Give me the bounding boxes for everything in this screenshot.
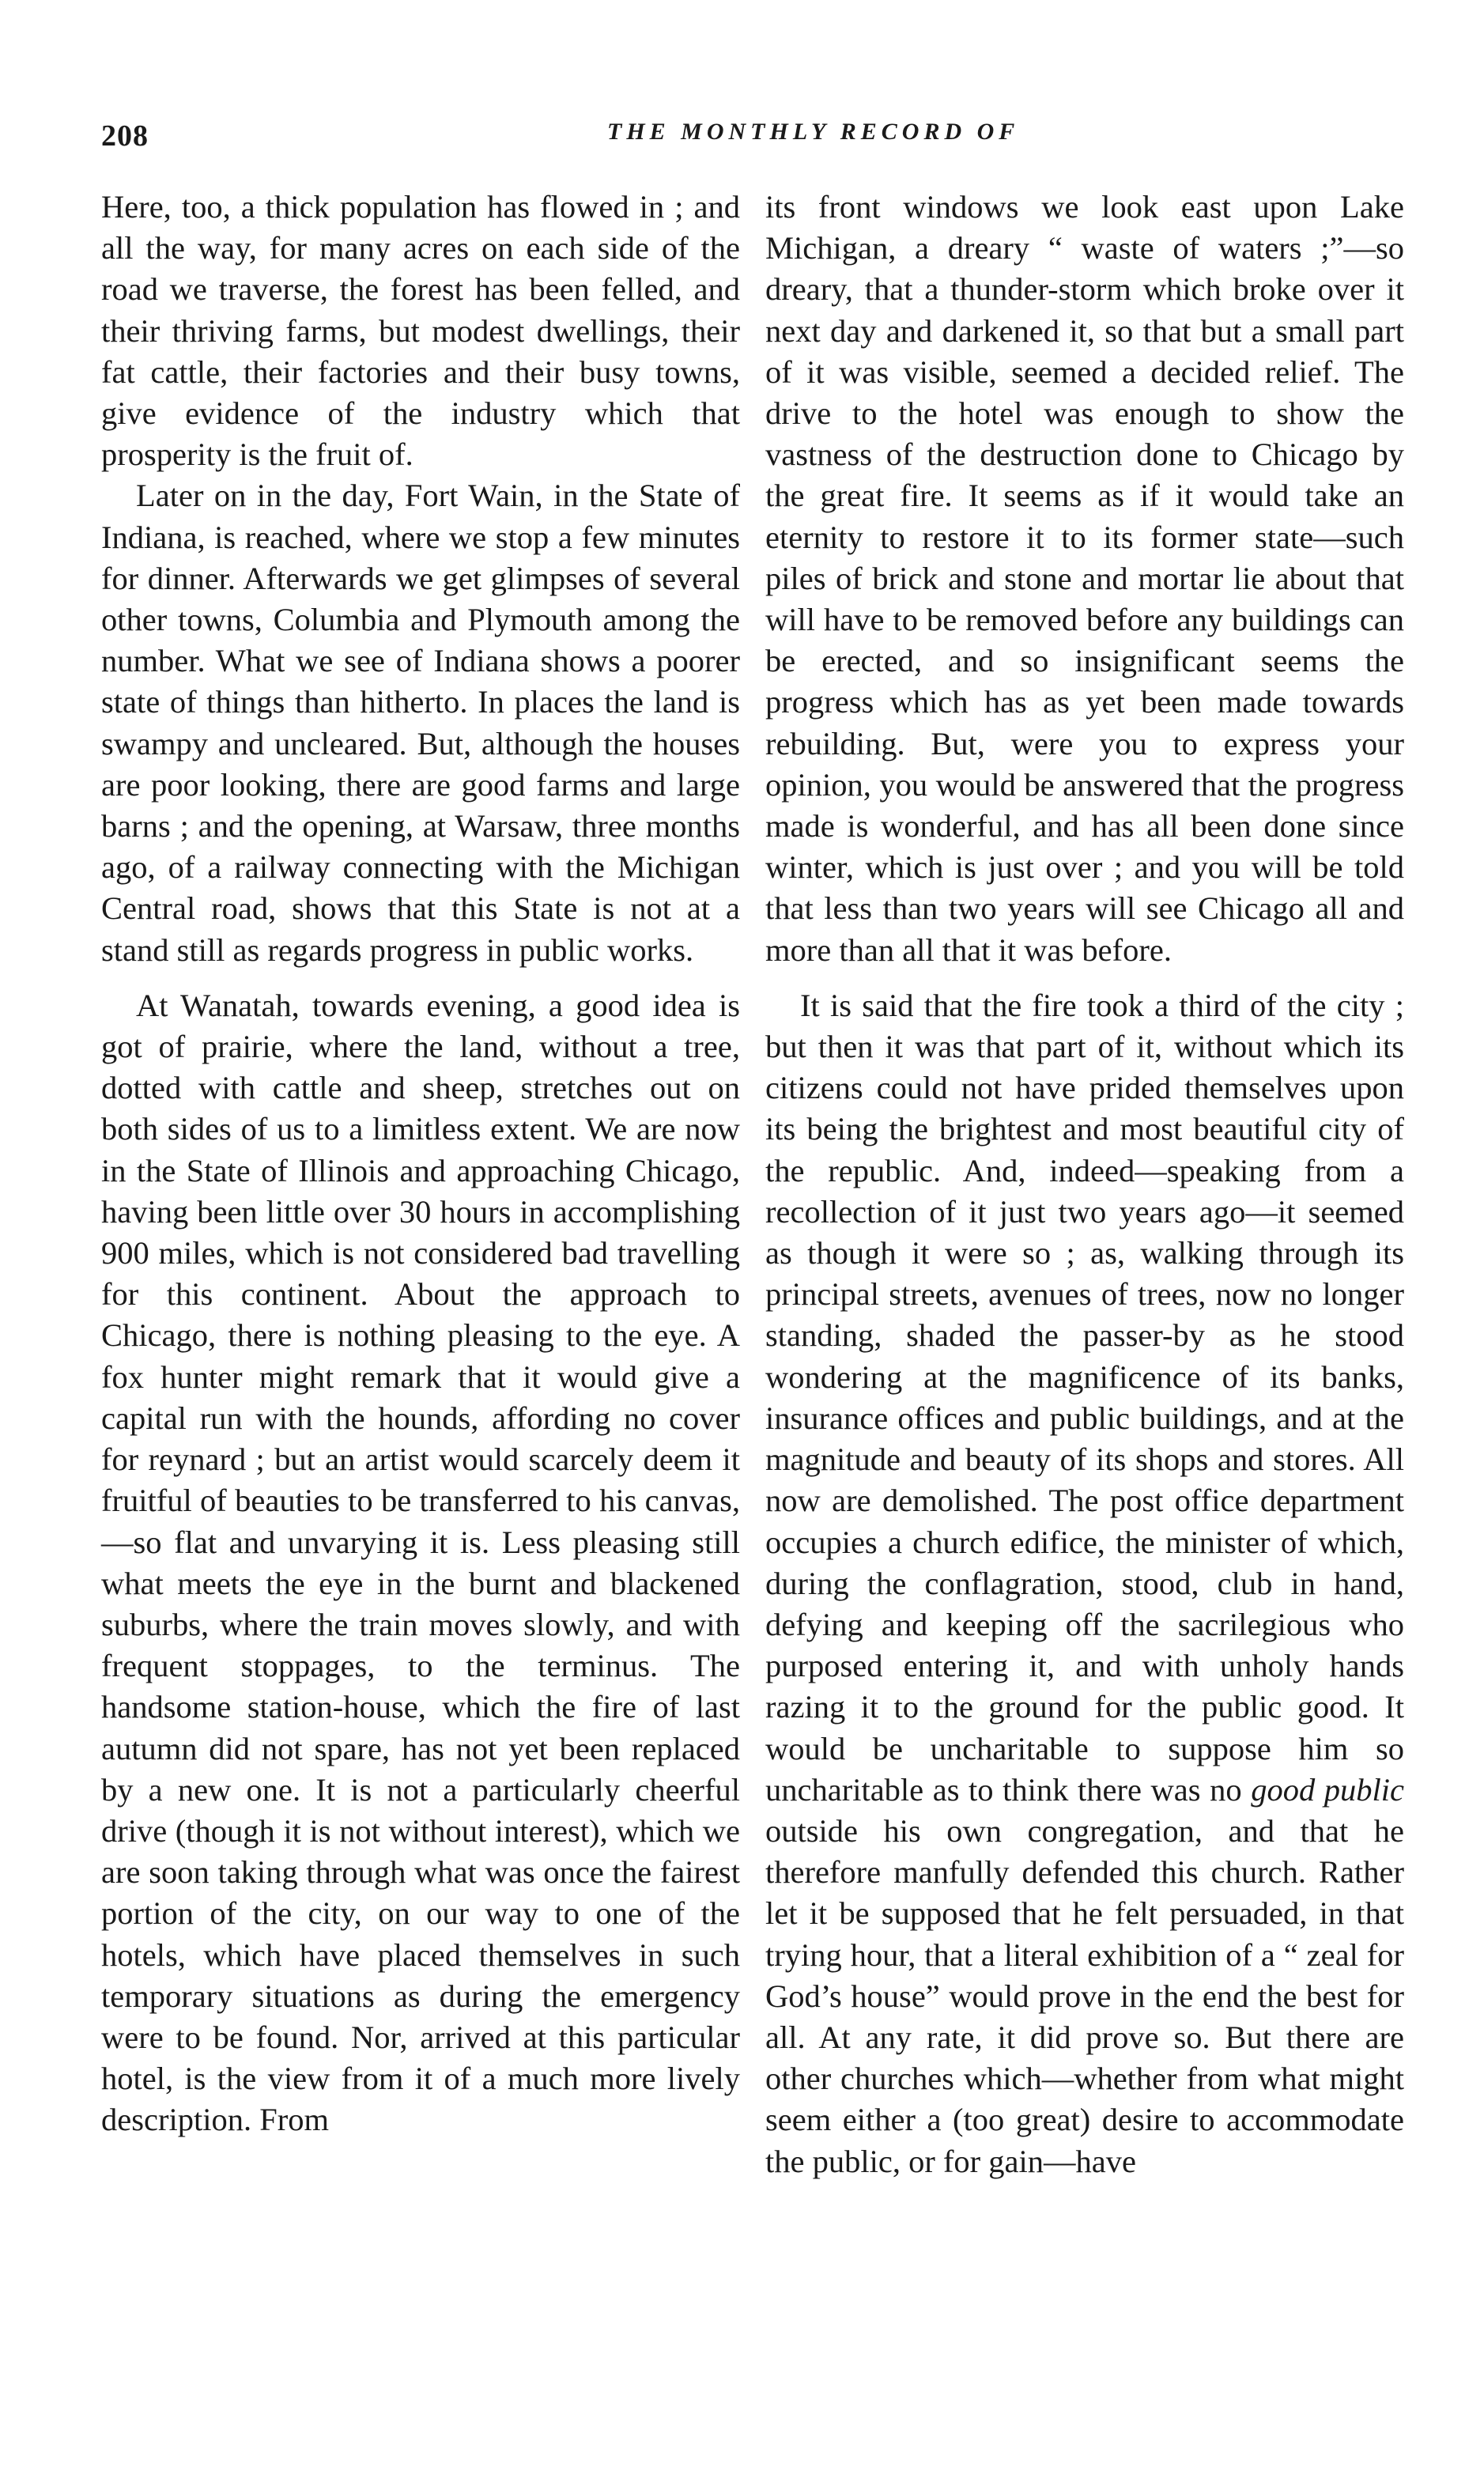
page-number: 208 — [101, 119, 149, 153]
right-paragraph-2-text-b: outside his own congregation, and that he therefore manfully defended this church. Rather let it be supposed that he felt persuaded, in that trying hour, that a literal exhibition of a “ zeal for God’s house” would prove in the end the best for all. At any rate, it did prove so. But there are other churches which—whether from what might seem either a (too great) desire to accommodate the public, or for gain—have — [765, 1812, 1404, 2179]
left-column — [101, 187, 740, 2141]
page-header — [101, 119, 1429, 166]
right-paragraph-1: its front windows we look east upon Lake Michigan, a dreary “ waste of waters ;”—so dreary, that a thunder-storm which broke over it next day and darkened it, so that but a small part of it was visible, seemed a decided relief. The drive to the hotel was enough to show the vastness of the destruction done to Chicago by the great fire. It seems as if it would take an eternity to restore it to its former state—such piles of brick and stone and mortar lie about that will have to be removed before any buildings can be erected, and so insignificant seems the progress which has as yet been made towards rebuilding. But, were you to express your opinion, you would be answered that the progress made is wonderful, and has all been done since winter, which is just over ; and you will be told that less than two years will see Chicago all and more than all that it was before. — [765, 189, 1404, 968]
left-paragraph-3: At Wanatah, towards evening, a good idea is got of prairie, where the land, without a tree, dotted with cattle and sheep, stretches out on both sides of us to a limitless extent. We are now in the State of Illinois and approaching Chicago, having been little over 30 hours in accomplishing 900 miles, which is not considered bad travelling for this continent. About the approach to Chicago, there is nothing pleasing to the eye. A fox hunter might remark that it would give a capital run with the hounds, affording no cover for reynard ; but an artist would scarcely deem it fruitful of beauties to be transferred to his canvas,—so flat and unvarying it is. Less pleasing still what meets the eye in the burnt and blackened suburbs, where the train moves slowly, and with frequent stoppages, to the terminus. The handsome station-house, which the fire of last autumn did not spare, has not yet been replaced by a new one. It is not a particularly cheerful drive (though it is not without interest), which we are soon taking through what was once the fairest portion of the city, on our way to one of the hotels, which have placed themselves in such temporary situations as during the emergency were to be found. Nor, arrived at this particular hotel, is the view from it of a much more lively description. From — [101, 987, 740, 2138]
right-paragraph-2-text-a: It is said that the fire took a third of the city ; but then it was that part of it, without which its citizens could not have prided themselves upon its being the brightest and most beautiful city of the republic. And, indeed—speaking from a recollection of it just two years ago—it seemed as though it were so ; as, walking through its principal streets, avenues of trees, now no longer standing, shaded the passer-by as he stood wondering at the magnificence of its banks, insurance offices and public buildings, and at the magnitude and beauty of its shops and stores. All now are demolished. The post office department occupies a church edifice, the minister of which, during the conflagration, stood, club in hand, defying and keeping off the sacrilegious who purposed entering it, and with unholy hands razing it to the ground for the public good. It would be uncharitable to suppose him so uncharitable as to think there was no — [765, 987, 1404, 1808]
right-column — [765, 187, 1404, 2182]
right-paragraph-2-italic: good public — [1251, 1771, 1405, 1808]
right-paragraph-2 — [765, 985, 1404, 2182]
left-paragraph-1: Here, too, a thick population has flowed in ; and all the way, for many acres on each side of the road we traverse, the forest has been felled, and their thriving farms, but modest dwellings, their fat cattle, their factories and their busy towns, give evidence of the industry which that prosperity is the fruit of. — [101, 189, 740, 473]
left-paragraph-2: Later on in the day, Fort Wain, in the State of Indiana, is reached, where we stop a few minutes for dinner. Afterwards we get glimpses of several other towns, Columbia and Plymouth among the number. What we see of Indiana shows a poorer state of things than hitherto. In places the land is swampy and uncleared. But, although the houses are poor looking, there are good farms and large barns ; and the opening, at Warsaw, three months ago, of a railway connecting with the Michigan Central road, shows that this State is not at a stand still as regards progress in public works. — [101, 478, 740, 968]
running-head: THE MONTHLY RECORD OF — [607, 119, 1020, 145]
